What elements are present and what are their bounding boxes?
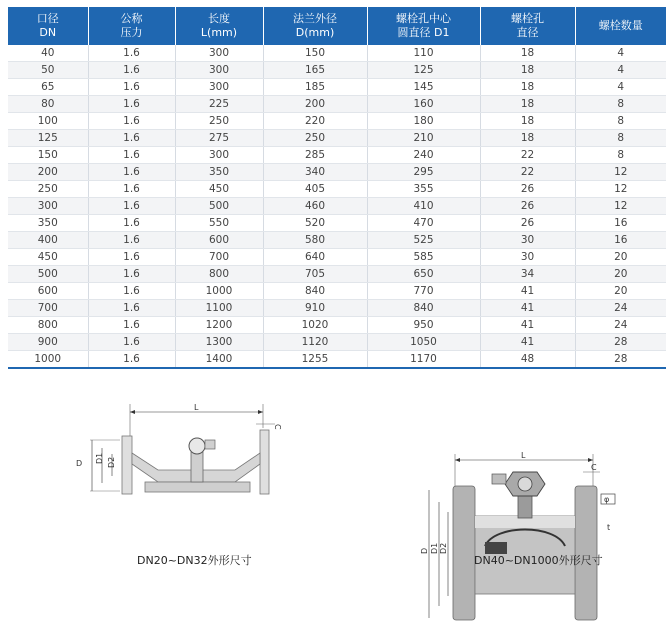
table-cell: 12 — [575, 164, 666, 181]
header-row — [8, 7, 666, 45]
table-cell: 220 — [263, 113, 367, 130]
small-drawing-caption: DN20~DN32外形尺寸 — [137, 554, 252, 567]
table-cell: 4 — [575, 79, 666, 96]
table-cell: 18 — [480, 113, 575, 130]
table-cell: 1100 — [175, 300, 263, 317]
table-row — [8, 300, 666, 317]
table-cell: 180 — [367, 113, 480, 130]
table-cell: 1.6 — [88, 317, 175, 334]
table-cell: 1000 — [175, 283, 263, 300]
table-row — [8, 147, 666, 164]
table-cell: 22 — [480, 164, 575, 181]
table-cell: 705 — [263, 266, 367, 283]
table-cell: 240 — [367, 147, 480, 164]
table-cell: 26 — [480, 181, 575, 198]
table-cell: 1050 — [367, 334, 480, 351]
table-cell: 16 — [575, 215, 666, 232]
table-cell: 1255 — [263, 351, 367, 369]
column-header — [263, 7, 367, 45]
table-cell: 8 — [575, 113, 666, 130]
table-cell: 12 — [575, 181, 666, 198]
table-cell: 640 — [263, 249, 367, 266]
table-cell: 18 — [480, 62, 575, 79]
table-row — [8, 351, 666, 369]
table-cell: 500 — [175, 198, 263, 215]
column-header-line: 螺栓数量 — [598, 19, 643, 32]
table-cell: 520 — [263, 215, 367, 232]
table-cell: 18 — [480, 96, 575, 113]
column-header-line: 螺栓孔 — [511, 12, 544, 25]
table-cell: 150 — [8, 147, 88, 164]
table-cell: 1.6 — [88, 232, 175, 249]
large-phi-label: φ — [604, 495, 610, 504]
table-cell: 1300 — [175, 334, 263, 351]
table-cell: 295 — [367, 164, 480, 181]
column-header-line: 直径 — [516, 26, 539, 39]
table-cell: 1.6 — [88, 300, 175, 317]
table-body — [8, 45, 666, 368]
table-cell: 350 — [8, 215, 88, 232]
table-row — [8, 317, 666, 334]
large-d-label: D — [420, 547, 429, 554]
table-cell: 650 — [367, 266, 480, 283]
table-row — [8, 266, 666, 283]
large-d2-label: D2 — [439, 542, 448, 554]
table-cell: 580 — [263, 232, 367, 249]
large-c-label: C — [591, 463, 597, 472]
table-cell: 1.6 — [88, 130, 175, 147]
table-cell: 8 — [575, 130, 666, 147]
table-cell: 700 — [8, 300, 88, 317]
table-cell: 250 — [175, 113, 263, 130]
table-cell: 470 — [367, 215, 480, 232]
table-cell: 275 — [175, 130, 263, 147]
table-cell: 840 — [263, 283, 367, 300]
table-cell: 300 — [175, 147, 263, 164]
small-d2-label: D2 — [107, 456, 116, 468]
table-cell: 200 — [8, 164, 88, 181]
table-cell: 600 — [8, 283, 88, 300]
table-cell: 18 — [480, 45, 575, 62]
table-row — [8, 215, 666, 232]
table-cell: 20 — [575, 266, 666, 283]
table-cell: 65 — [8, 79, 88, 96]
table-cell: 1120 — [263, 334, 367, 351]
table-cell: 525 — [367, 232, 480, 249]
table-cell: 585 — [367, 249, 480, 266]
column-header-line: 螺栓孔中心 — [396, 12, 451, 25]
table-cell: 185 — [263, 79, 367, 96]
column-header-line: 口径 — [36, 12, 59, 25]
table-cell: 18 — [480, 130, 575, 147]
table-cell: 1.6 — [88, 266, 175, 283]
table-cell: 250 — [8, 181, 88, 198]
table-cell: 150 — [263, 45, 367, 62]
table-cell: 700 — [175, 249, 263, 266]
table-cell: 80 — [8, 96, 88, 113]
table-cell: 1.6 — [88, 45, 175, 62]
table-cell: 1400 — [175, 351, 263, 369]
table-cell: 340 — [263, 164, 367, 181]
column-header-line: D(mm) — [295, 26, 335, 39]
table-cell: 1.6 — [88, 96, 175, 113]
column-header — [88, 7, 175, 45]
table-cell: 125 — [367, 62, 480, 79]
table-cell: 20 — [575, 283, 666, 300]
large-l-label: L — [521, 451, 526, 460]
table-cell: 1.6 — [88, 62, 175, 79]
large-drawing-caption: DN40~DN1000外形尺寸 — [474, 554, 603, 567]
table-cell: 1.6 — [88, 334, 175, 351]
table-cell: 410 — [367, 198, 480, 215]
column-header — [8, 7, 88, 45]
table-row — [8, 232, 666, 249]
column-header — [480, 7, 575, 45]
table-row — [8, 198, 666, 215]
table-cell: 405 — [263, 181, 367, 198]
column-header-line: L(mm) — [200, 26, 238, 39]
column-header — [367, 7, 480, 45]
table-cell: 4 — [575, 45, 666, 62]
table-cell: 1.6 — [88, 147, 175, 164]
table-cell: 40 — [8, 45, 88, 62]
table-cell: 950 — [367, 317, 480, 334]
spec-table — [8, 7, 666, 369]
table-cell: 20 — [575, 249, 666, 266]
table-cell: 26 — [480, 198, 575, 215]
table-row — [8, 181, 666, 198]
table-cell: 24 — [575, 300, 666, 317]
small-d-label: D — [76, 459, 83, 468]
table-cell: 1.6 — [88, 113, 175, 130]
table-cell: 16 — [575, 232, 666, 249]
table-cell: 110 — [367, 45, 480, 62]
column-header-line: 法兰外径 — [293, 12, 337, 25]
table-cell: 840 — [367, 300, 480, 317]
table-cell: 22 — [480, 147, 575, 164]
table-cell: 1170 — [367, 351, 480, 369]
table-cell: 24 — [575, 317, 666, 334]
table-cell: 4 — [575, 62, 666, 79]
table-cell: 1.6 — [88, 249, 175, 266]
table-cell: 600 — [175, 232, 263, 249]
column-header-line: DN — [39, 26, 57, 39]
table-cell: 41 — [480, 317, 575, 334]
table-row — [8, 113, 666, 130]
table-cell: 450 — [175, 181, 263, 198]
table-cell: 125 — [8, 130, 88, 147]
table-cell: 460 — [263, 198, 367, 215]
table-cell: 18 — [480, 79, 575, 96]
table-cell: 900 — [8, 334, 88, 351]
table-cell: 30 — [480, 249, 575, 266]
table-cell: 300 — [175, 45, 263, 62]
table-cell: 350 — [175, 164, 263, 181]
column-header — [175, 7, 263, 45]
table-cell: 1.6 — [88, 351, 175, 369]
table-row — [8, 249, 666, 266]
table-cell: 26 — [480, 215, 575, 232]
table-cell: 300 — [175, 62, 263, 79]
table-cell: 1.6 — [88, 181, 175, 198]
table-cell: 8 — [575, 96, 666, 113]
column-header-line: 长度 — [208, 12, 230, 25]
table-row — [8, 62, 666, 79]
table-cell: 770 — [367, 283, 480, 300]
table-cell: 41 — [480, 283, 575, 300]
table-cell: 1.6 — [88, 283, 175, 300]
table-cell: 800 — [8, 317, 88, 334]
table-cell: 800 — [175, 266, 263, 283]
large-t-label: t — [607, 523, 611, 532]
table-cell: 100 — [8, 113, 88, 130]
small-flowmeter-drawing — [70, 398, 300, 508]
table-cell: 250 — [263, 130, 367, 147]
table-row — [8, 79, 666, 96]
column-header-line: 圆直径 D1 — [397, 26, 450, 39]
table-cell: 1200 — [175, 317, 263, 334]
table-cell: 450 — [8, 249, 88, 266]
table-cell: 910 — [263, 300, 367, 317]
table-row — [8, 130, 666, 147]
small-c-label: C — [273, 424, 282, 430]
column-header — [575, 7, 666, 45]
table-cell: 12 — [575, 198, 666, 215]
table-row — [8, 164, 666, 181]
table-cell: 8 — [575, 147, 666, 164]
table-cell: 34 — [480, 266, 575, 283]
table-cell: 550 — [175, 215, 263, 232]
small-l-label: L — [194, 403, 199, 412]
table-cell: 300 — [8, 198, 88, 215]
table-cell: 1.6 — [88, 198, 175, 215]
table-row — [8, 45, 666, 62]
table-cell: 165 — [263, 62, 367, 79]
column-header-line: 压力 — [120, 26, 143, 39]
table-cell: 50 — [8, 62, 88, 79]
table-cell: 145 — [367, 79, 480, 96]
table-cell: 28 — [575, 351, 666, 369]
table-cell: 48 — [480, 351, 575, 369]
table-cell: 1020 — [263, 317, 367, 334]
column-header-line: 公称 — [120, 12, 143, 25]
table-cell: 200 — [263, 96, 367, 113]
table-cell: 210 — [367, 130, 480, 147]
table-cell: 1.6 — [88, 79, 175, 96]
table-cell: 300 — [175, 79, 263, 96]
table-row — [8, 334, 666, 351]
large-flowmeter-drawing — [415, 446, 630, 630]
large-d1-label: D1 — [430, 542, 439, 554]
table-cell: 400 — [8, 232, 88, 249]
table-cell: 41 — [480, 300, 575, 317]
table-cell: 30 — [480, 232, 575, 249]
table-cell: 41 — [480, 334, 575, 351]
table-row — [8, 283, 666, 300]
small-d1-label: D1 — [95, 452, 104, 464]
table-cell: 500 — [8, 266, 88, 283]
table-cell: 355 — [367, 181, 480, 198]
table-cell: 285 — [263, 147, 367, 164]
table-row — [8, 96, 666, 113]
table-cell: 1000 — [8, 351, 88, 369]
table-cell: 1.6 — [88, 164, 175, 181]
table-cell: 160 — [367, 96, 480, 113]
table-cell: 225 — [175, 96, 263, 113]
table-cell: 28 — [575, 334, 666, 351]
table-cell: 1.6 — [88, 215, 175, 232]
